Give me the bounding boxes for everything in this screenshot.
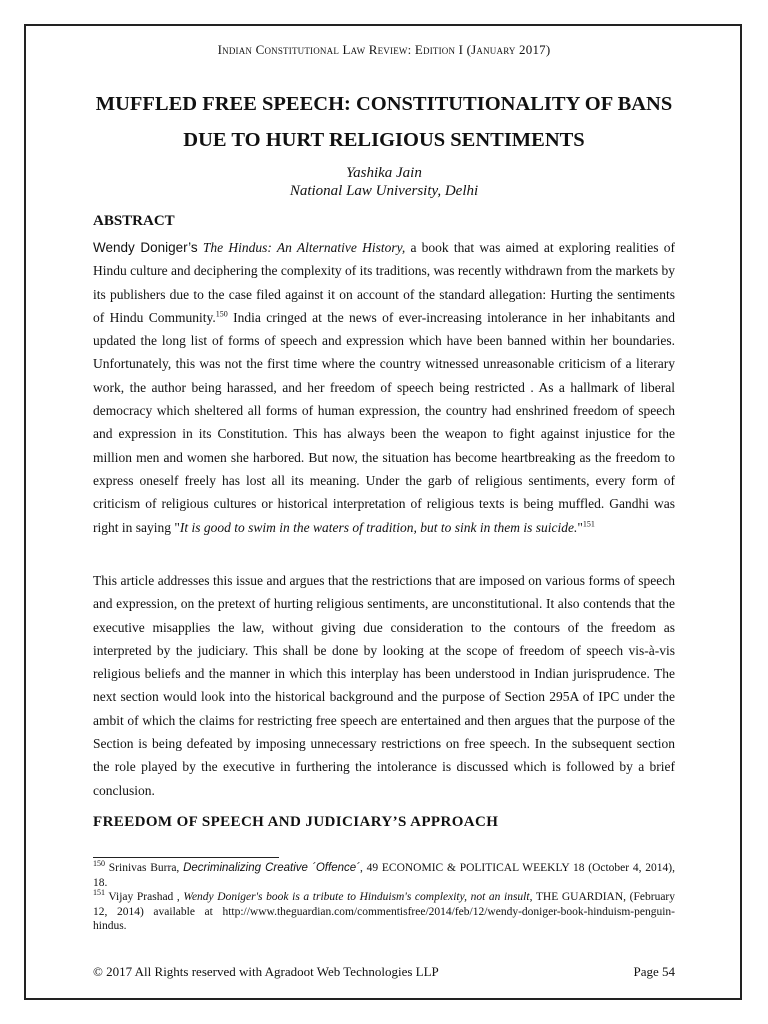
running-head: Indian Constitutional Law Review: Edition I (January 2017)	[217, 42, 551, 57]
footnote-divider	[93, 857, 279, 858]
author-affiliation: National Law University, Delhi	[289, 183, 479, 199]
title-line-2: DUE TO HURT RELIGIOUS SENTIMENTS	[183, 129, 585, 151]
section-heading: FREEDOM OF SPEECH AND JUDICIARY’S APPROACH	[93, 814, 499, 830]
page-number: 54	[662, 964, 675, 979]
book-title: The Hindus: An Alternative History,	[197, 240, 406, 255]
paragraph-text: a book that was aimed at exploring realities of Hindu culture and deciphering the complexity of its traditions, was recently withdrawn from the markets by its publishers due to the case filed against it on account of the standard allegation: Hurting the sentiments of Hindu Community.	[93, 240, 675, 325]
body-paragraph: This article addresses this issue and argues that the restrictions that are imposed on various forms of speech and expression, on the pretext of hurting religious sentiments, are unconstitutional. It also contends that the executive misapplies the law, without giving due consideration to the contours of the freedom as interpreted by the judiciary. This shall be done by looking at the scope of freedom of speech vis-à-vis religious beliefs and the manner in which this interplay has been understood in Indian jurisprudence. The next section would look into the historical background and the purpose of Section 295A of IPC under the ambit of which the claims for restricting free speech are entertained and then argues that the purpose of the Section is being defeated by imposing unnecessary restrictions on free speech. In the subsequent section the role played by the executive in furthering the intolerance is discussed which is followed by a brief conclusion.	[93, 573, 675, 798]
title-line-1: MUFFLED FREE SPEECH: CONSTITUTIONALITY OF BANS	[95, 93, 673, 115]
paragraph-lead: Wendy Doniger’s	[93, 240, 198, 255]
footnote-title: Decriminalizing Creative ´Offence´	[183, 862, 360, 874]
abstract-paragraph	[93, 236, 675, 539]
footnotes	[93, 861, 675, 934]
footnote-author: Vijay Prashad ,	[105, 891, 184, 904]
paragraph-text: India cringed at the news of ever-increasing intolerance in her inhabitants and updated the long list of forms of speech and expression which have been banned within her boundaries. Unfortunately, this was not the first time where the country witnessed unreasonable criticism of a literary work, the author being harassed, and her freedom of speech being restricted . As a hallmark of liberal democracy which sheltered all forms of human expression, the country had enshrined freedom of speech and expression in its Constitution. This has always been the weapon to fight against injustice for the million men and women she harbored. But now, the situation has become heartbreaking as the freedom to express oneself freely has lost all its meaning. Under the garb of religious sentiments, every form of criticism of religious cultures or historical interpretation of religious texts is being muffled. Gandhi was right in saying "	[93, 309, 675, 535]
abstract-heading: ABSTRACT	[93, 213, 175, 229]
footnote-number: 151	[93, 888, 105, 898]
footnote-ref-151[interactable]: 151	[582, 519, 595, 529]
footnote-author: Srinivas Burra,	[105, 862, 184, 874]
footnote-source: , 49 ECONOMIC & POLITICAL WEEKLY 18 (October 4, 2014), 18.	[93, 862, 675, 889]
footnote-title: Wendy Doniger's book is a tribute to Hinduism's complexity, not an insult	[183, 891, 530, 904]
paragraph-text: "	[577, 519, 583, 535]
page-label: Page	[633, 964, 659, 979]
footnote-number: 150	[93, 859, 105, 869]
copyright-notice: © 2017 All Rights reserved with Agradoot Web Technologies LLP	[93, 964, 439, 979]
gandhi-quote: It is good to swim in the waters of tradition, but to sink in them is suicide.	[179, 519, 578, 535]
footnote-ref-150[interactable]: 150	[215, 309, 228, 319]
page-indicator	[633, 964, 675, 980]
footnote-150	[93, 861, 675, 890]
footnote-source: , THE GUARDIAN, (February 12, 2014) available at http://www.theguardian.com/commentisfree/2014/feb/12/wendy-doniger-book-hinduism-penguin-hindus.	[93, 891, 676, 933]
article-title	[60, 86, 708, 158]
page-footer	[93, 964, 675, 980]
author-block	[0, 164, 768, 200]
author-name: Yashika Jain	[346, 165, 422, 181]
footnote-151	[93, 890, 675, 934]
